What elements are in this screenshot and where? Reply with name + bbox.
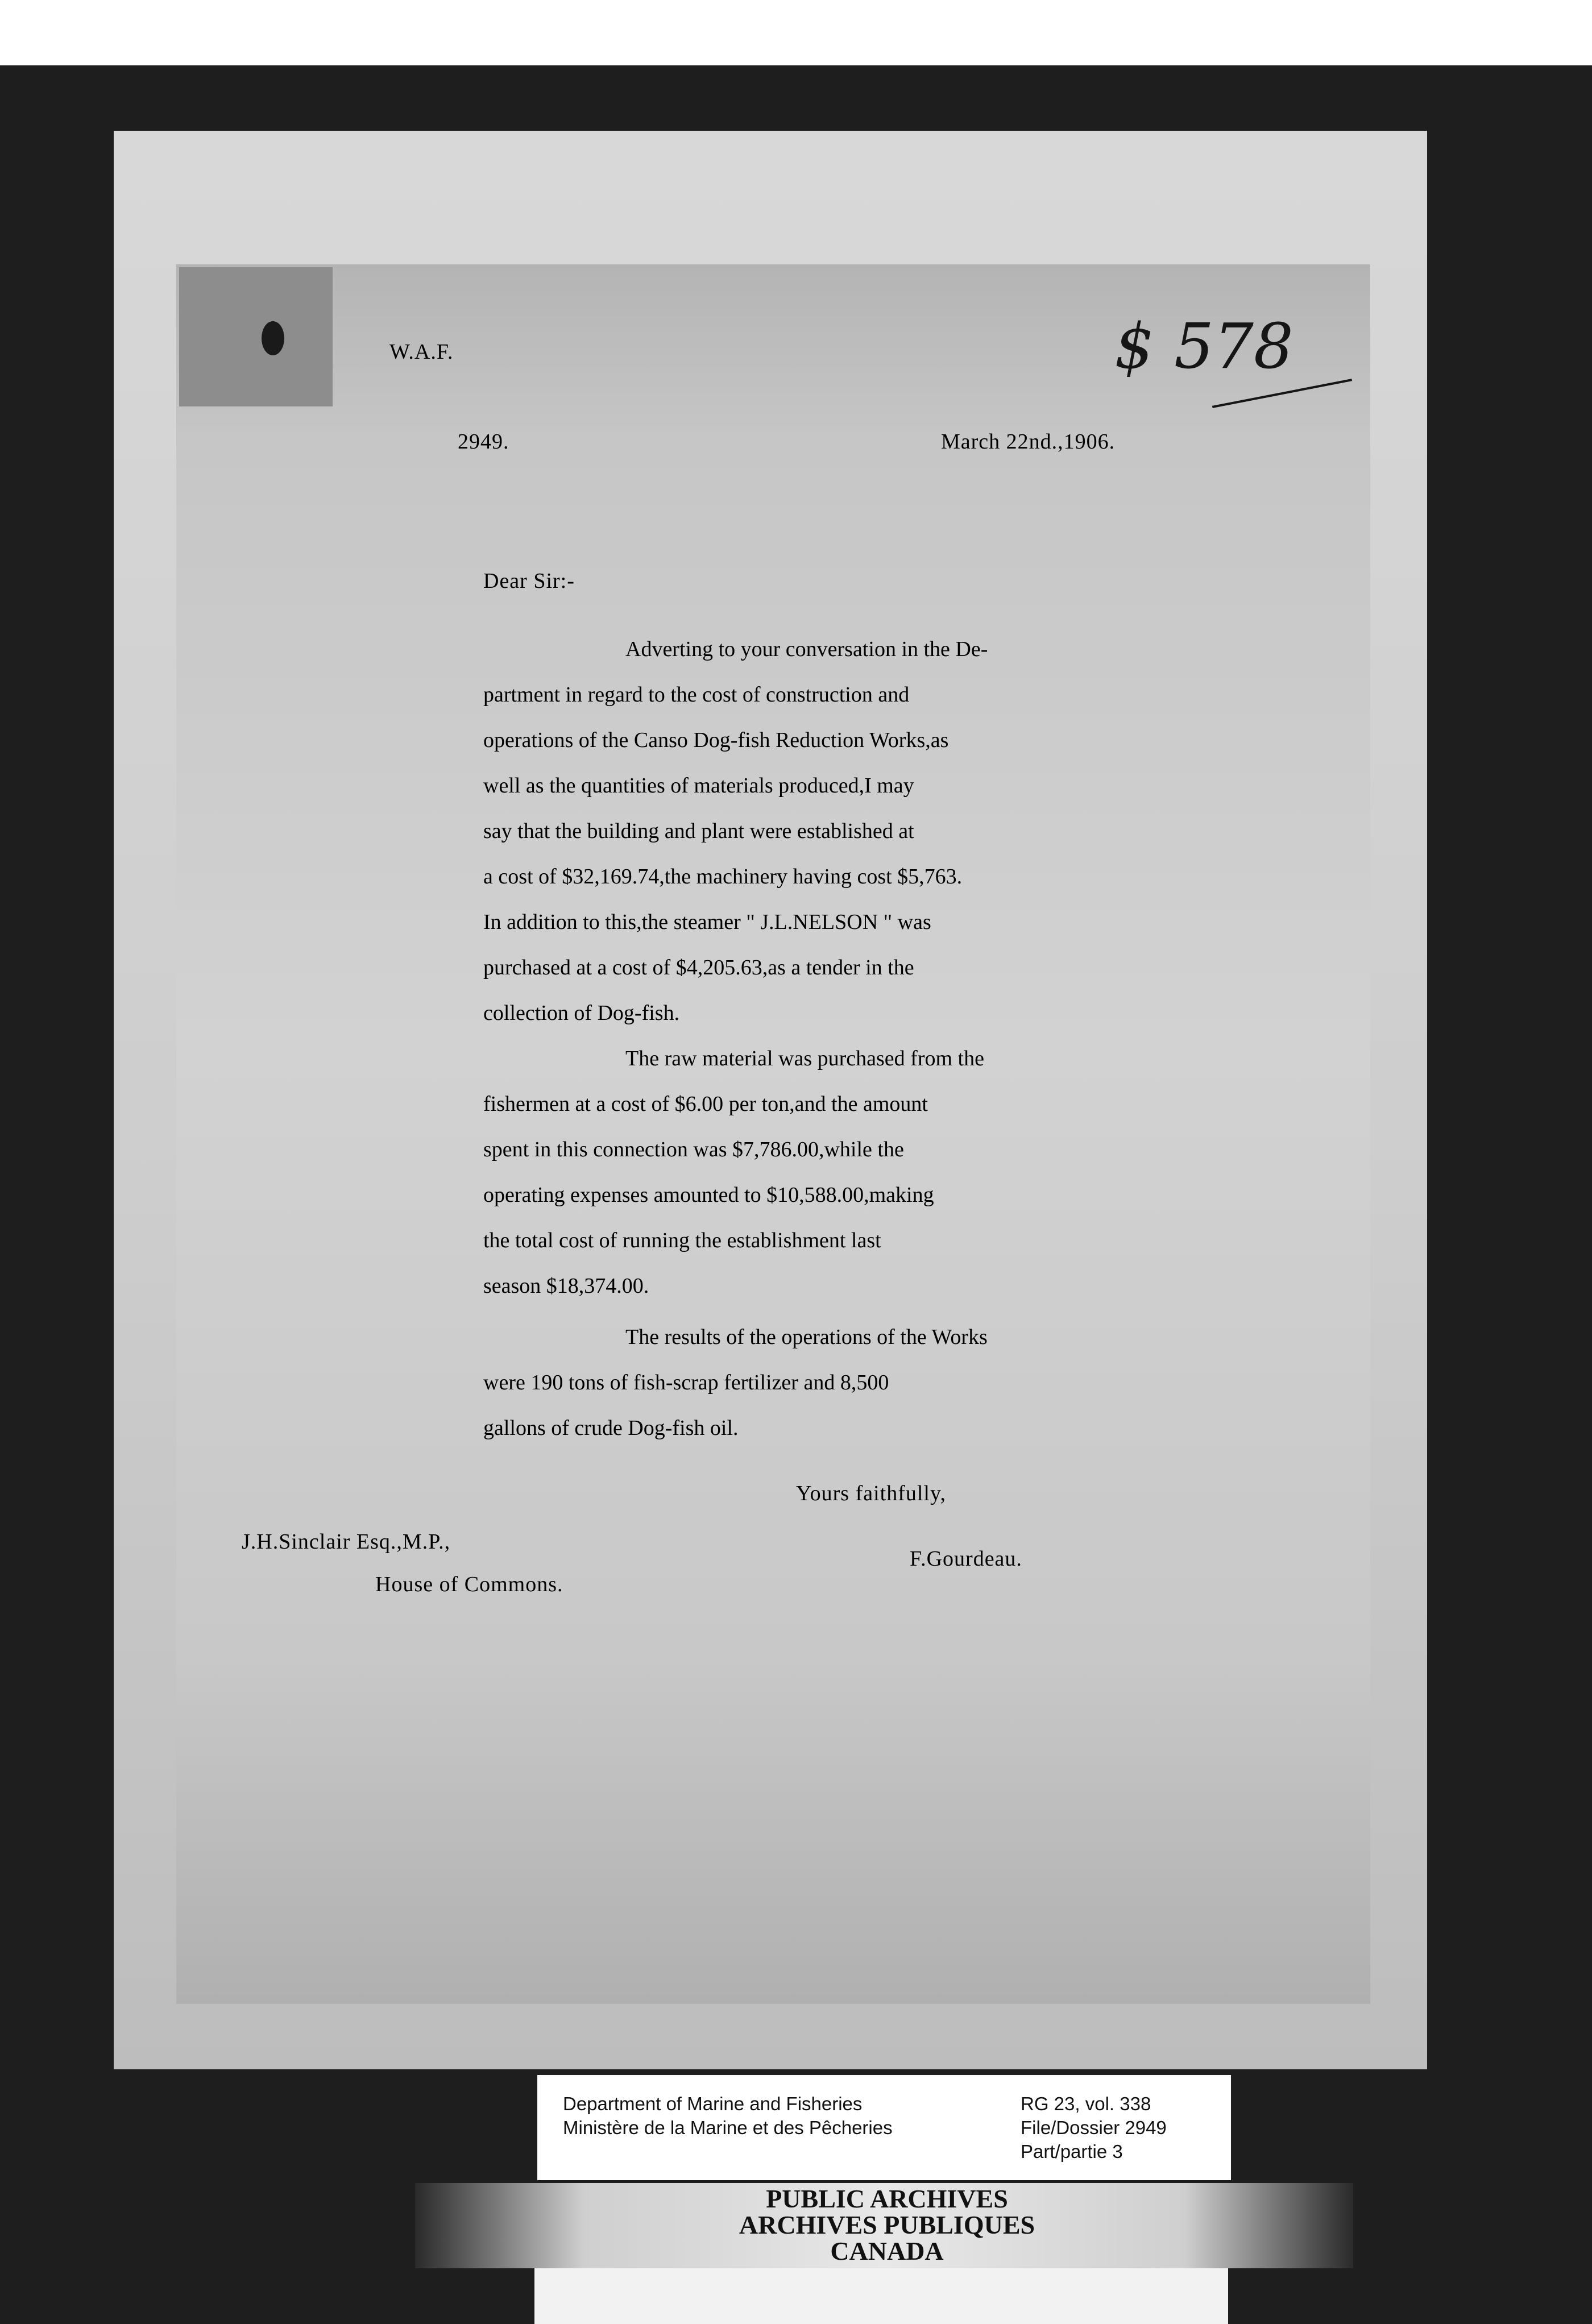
- body-line: the total cost of running the establishment last: [483, 1229, 881, 1252]
- body-line: operating expenses amounted to $10,588.00,making: [483, 1183, 934, 1207]
- body-line: purchased at a cost of $4,205.63,as a tender in the: [483, 956, 914, 980]
- body-line: The raw material was purchased from the: [625, 1047, 984, 1070]
- body-line: fishermen at a cost of $6.00 per ton,and the amount: [483, 1092, 928, 1116]
- signature: F.Gourdeau.: [910, 1547, 1022, 1571]
- body-line: In addition to this,the steamer " J.L.NELSON " was: [483, 910, 931, 934]
- body-line: a cost of $32,169.74,the machinery having cost $5,763.: [483, 865, 963, 889]
- recipient-name: J.H.Sinclair Esq.,M.P.,: [242, 1530, 451, 1554]
- paper-stain: [179, 267, 333, 406]
- stamp-line-3: CANADA: [830, 2236, 944, 2265]
- dept-fr: Ministère de la Marine et des Pêcheries: [563, 2117, 893, 2138]
- paper-hole: [262, 321, 284, 355]
- stamp-line-1: PUBLIC ARCHIVES: [766, 2184, 1008, 2213]
- closing: Yours faithfully,: [796, 1481, 947, 1505]
- record-group: RG 23, vol. 338: [1021, 2093, 1151, 2114]
- body-line: gallons of crude Dog-fish oil.: [483, 1416, 739, 1440]
- file-dossier: File/Dossier 2949: [1021, 2117, 1167, 2138]
- public-archives-stamp: [557, 2186, 1217, 2268]
- stamp-line-2: ARCHIVES PUBLIQUES: [739, 2210, 1035, 2239]
- initials: W.A.F.: [389, 340, 454, 364]
- archive-label: [537, 2075, 1231, 2180]
- body-line: collection of Dog-fish.: [483, 1001, 680, 1025]
- bottom-strip: [534, 2268, 1228, 2324]
- recipient-place: House of Commons.: [375, 1572, 563, 1596]
- body-line: operations of the Canso Dog-fish Reduction Works,as: [483, 728, 949, 752]
- body-line: spent in this connection was $7,786.00,while the: [483, 1138, 904, 1161]
- letter-date: March 22nd.,1906.: [941, 430, 1116, 454]
- dept-en: Department of Marine and Fisheries: [563, 2093, 863, 2114]
- body-line: Adverting to your conversation in the De-: [625, 637, 988, 661]
- file-number: 2949.: [458, 430, 509, 454]
- body-line: partment in regard to the cost of construction and: [483, 683, 910, 707]
- body-line: were 190 tons of fish-scrap fertilizer and 8,500: [483, 1371, 889, 1395]
- salutation: Dear Sir:-: [483, 569, 575, 593]
- body-line: The results of the operations of the Works: [625, 1325, 988, 1349]
- body-line: well as the quantities of materials produced,I may: [483, 774, 914, 798]
- handwritten-note: $ 578: [1114, 310, 1294, 383]
- body-line: season $18,374.00.: [483, 1274, 649, 1298]
- body-line: say that the building and plant were established at: [483, 819, 914, 843]
- part-partie: Part/partie 3: [1021, 2141, 1123, 2162]
- letter-page: [176, 264, 1370, 2004]
